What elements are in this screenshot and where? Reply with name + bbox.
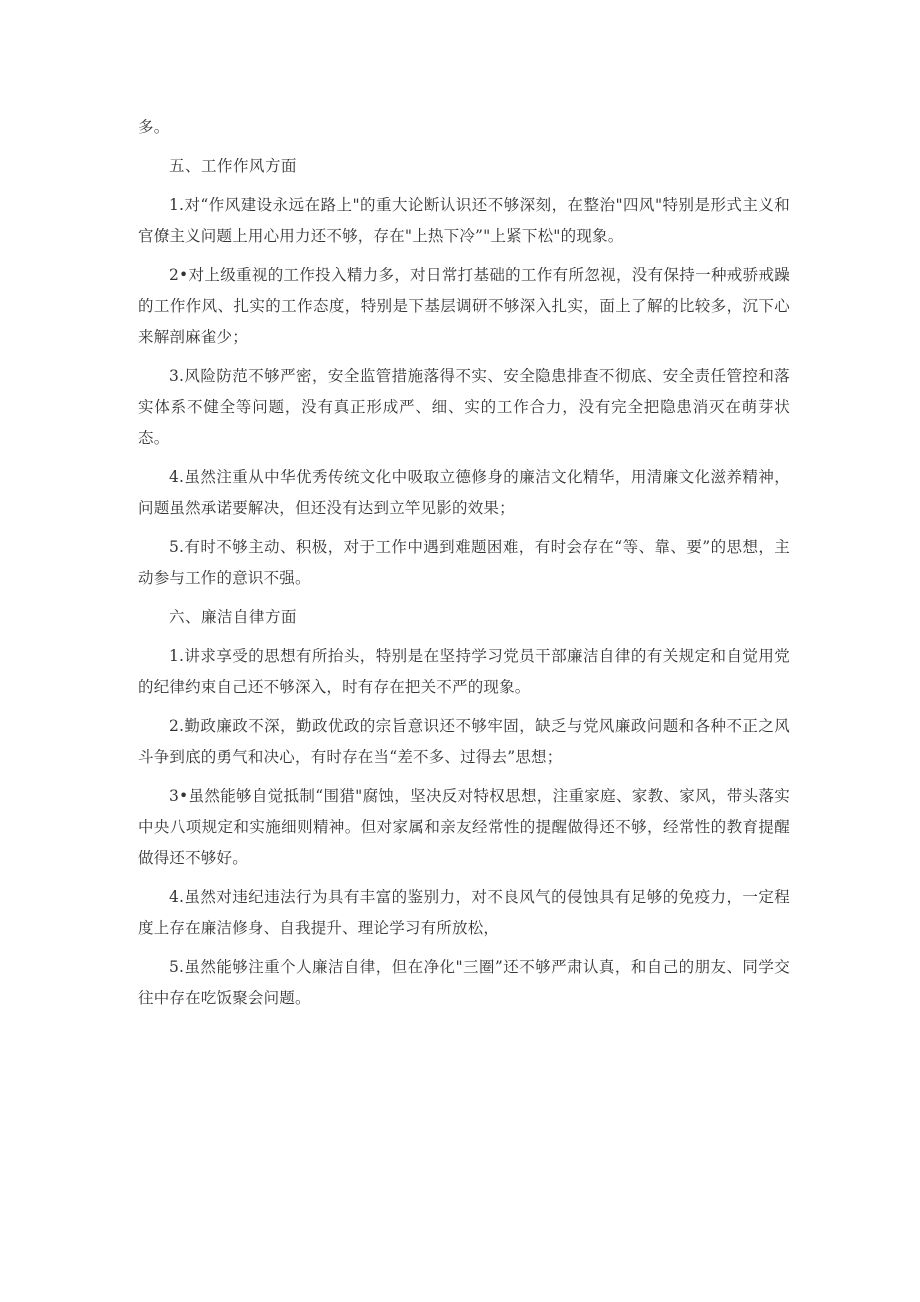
integrity-item-5: 5.虽然能够注重个人廉洁自律，但在净化"三圈”还不够严肃认真，和自己的朋友、同学交往中存在吃饭聚会问题。 — [138, 958, 790, 1007]
section-heading-integrity: 六、廉洁自律方面 — [169, 608, 298, 626]
work-style-item-2: 2•对上级重视的工作投入精力多，对日常打基础的工作有所忽视，没有保持一种戒骄戒躁的工作作风、扎实的工作态度，特别是下基层调研不够深入扎实，面上了解的比较多，沉下心来解剖麻雀少； — [138, 266, 790, 346]
document-body — [138, 112, 790, 1022]
integrity-item-1: 1.讲求享受的思想有所抬头，特别是在坚持学习党员干部廉洁自律的有关规定和自觉用党的纪律约束自己还不够深入，时有存在把关不严的现象。 — [138, 647, 790, 696]
intro-tail-text: 多。 — [138, 118, 170, 136]
integrity-item-3: 3•虽然能够自觉抵制“围猎"腐蚀，坚决反对特权思想，注重家庭、家教、家风，带头落实中央八项规定和实施细则精神。但对家属和亲友经常性的提醒做得还不够，经常性的教育提醒做得还不够好。 — [138, 787, 790, 867]
integrity-item-2: 2.勤政廉政不深，勤政优政的宗旨意识还不够牢固，缺乏与党风廉政问题和各种不正之风斗争到底的勇气和决心，有时存在当“差不多、过得去”思想； — [138, 717, 790, 766]
integrity-item-4: 4.虽然对违纪违法行为具有丰富的鉴别力，对不良风气的侵蚀具有足够的免疫力，一定程度上存在廉洁修身、自我提升、理论学习有所放松， — [138, 888, 790, 937]
work-style-item-4: 4.虽然注重从中华优秀传统文化中吸取立德修身的廉洁文化精华，用清廉文化滋养精神，问题虽然承诺要解决，但还没有达到立竿见影的效果； — [138, 468, 790, 517]
section-heading-work-style: 五、工作作风方面 — [169, 157, 298, 175]
work-style-item-3: 3.风险防范不够严密，安全监管措施落得不实、安全隐患排查不彻底、安全责任管控和落实体系不健全等问题，没有真正形成严、细、实的工作合力，没有完全把隐患消灭在萌芽状态。 — [138, 367, 790, 447]
work-style-item-1: 1.对“作风建设永远在路上"的重大论断认识还不够深刻，在整治"四风"特别是形式主义和官僚主义问题上用心用力还不够，存在"上热下冷”"上紧下松"的现象。 — [138, 196, 790, 245]
work-style-item-5: 5.有时不够主动、积极，对于工作中遇到难题困难，有时会存在“等、靠、要”的思想，主动参与工作的意识不强。 — [138, 538, 790, 587]
